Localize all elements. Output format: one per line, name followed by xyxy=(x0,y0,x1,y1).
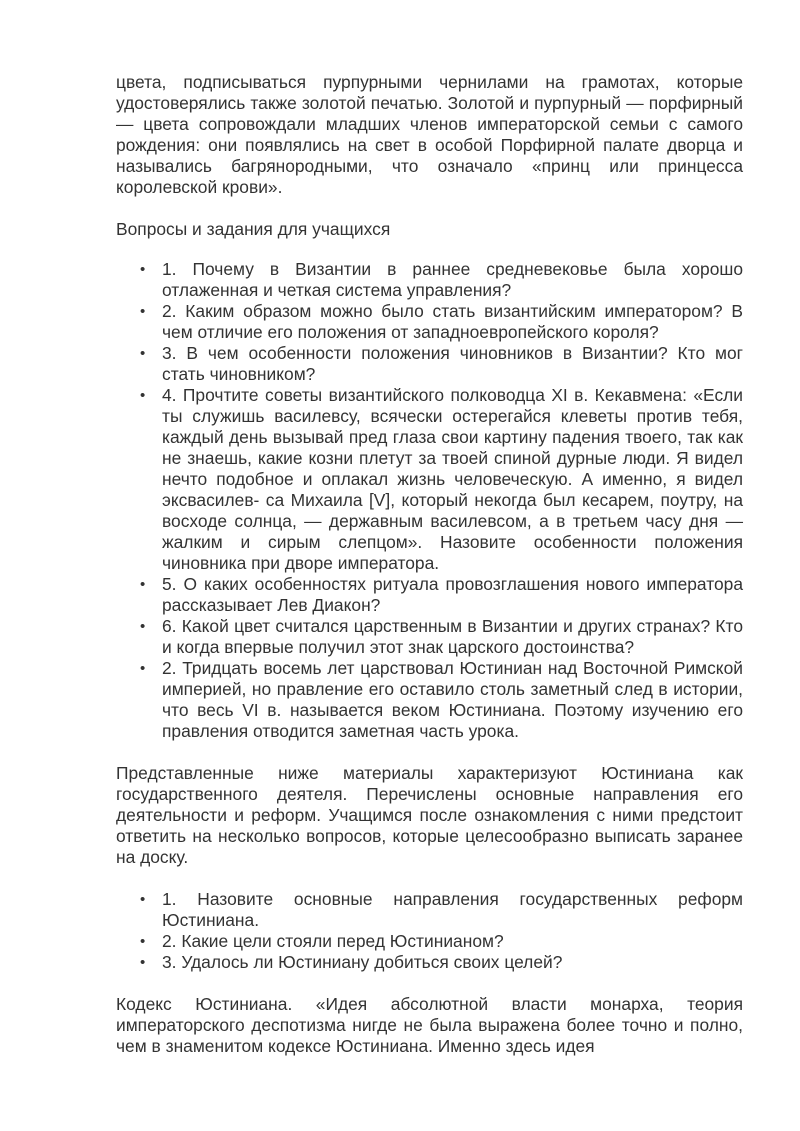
document-page xyxy=(116,72,743,1057)
question-item: • 4. Прочтите советы византийского полководца XI в. Кекавмена: «Если ты служишь василевсу, всячески остерегайся клеветы против тебя, каждый день вызывай пред глаза свои картину падения твоего, так как не знаешь, какие козни плетут за твоей спиной дурные люди. Я видел нечто подобное и оплакал жизнь человеческую. А именно, я видел эксвасилев- са Михаила [V], который некогда был кесарем, поутру, на восходе солнца, — державным василевсом, а в третьем часу дня — жалким и сирым слепцом». Назовите особенности положения чиновника при дворе императора. xyxy=(162,385,743,574)
materials-paragraph: Представленные ниже материалы характеризуют Юстиниана как государственного деятеля. Перечислены основные направления его деятельности и реформ. Учащимся после ознакомления с ними предстоит ответить на несколько вопросов, которые целесообразно выписать заранее на доску. xyxy=(116,763,743,867)
questions-heading: Вопросы и задания для учащихся xyxy=(116,219,391,239)
question-item: • 3. В чем особенности положения чиновников в Византии? Кто мог стать чиновником? xyxy=(162,343,743,385)
intro-paragraph: цвета, подписываться пурпурными чернилами на грамотах, которые удостоверялись также золотой печатью. Золотой и пурпурный — порфирный — цвета сопровождали младших членов императорской семьи с самого рождения: они появлялись на свет в особой Порфирной палате дворца и назывались багрянородными, что означало «принц или принцесса королевской крови». xyxy=(116,72,743,197)
board-question-item: • 2. Какие цели стояли перед Юстинианом? xyxy=(162,931,743,952)
question-item: • 1. Почему в Византии в раннее средневековье была хорошо отлаженная и четкая система управления? xyxy=(162,259,743,301)
question-item: • 2. Тридцать восемь лет царствовал Юстиниан над Восточной Римской империей, но правление его оставило столь заметный след в истории, что весь VI в. называется веком Юстиниана. Поэтому изучению его правления отводится заметная часть урока. xyxy=(162,658,743,742)
board-question-item: • 3. Удалось ли Юстиниану добиться своих целей? xyxy=(162,952,743,973)
question-item: • 2. Каким образом можно было стать византийским императором? В чем отличие его положения от западноевропейского короля? xyxy=(162,301,743,343)
question-item: • 6. Какой цвет считался царственным в Византии и других странах? Кто и когда впервые получил этот знак царского достоинства? xyxy=(162,616,743,658)
board-questions-list xyxy=(116,889,743,973)
board-question-item: • 1. Назовите основные направления государственных реформ Юстиниана. xyxy=(162,889,743,931)
questions-list xyxy=(116,259,743,742)
codex-paragraph: Кодекс Юстиниана. «Идея абсолютной власти монарха, теория императорского деспотизма нигде не была выражена более точно и полно, чем в знаменитом кодексе Юстиниана. Именно здесь идея xyxy=(116,994,743,1056)
question-item: • 5. О каких особенностях ритуала провозглашения нового императора рассказывает Лев Диакон? xyxy=(162,574,743,616)
